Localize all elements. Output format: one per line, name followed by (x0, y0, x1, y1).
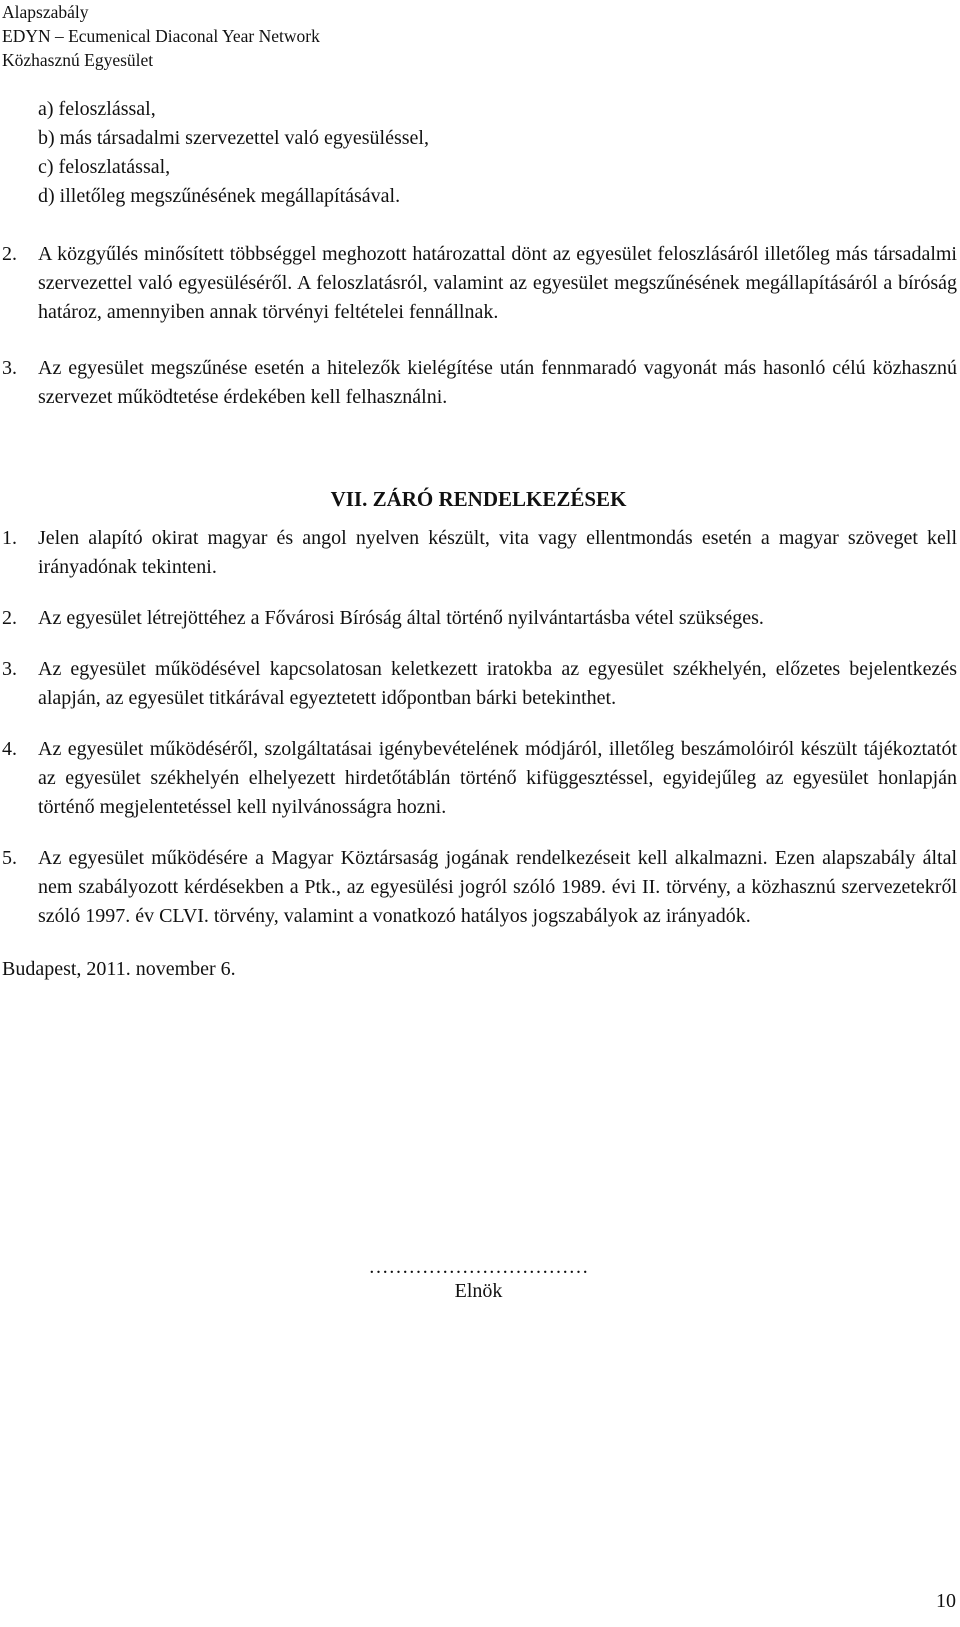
paragraph (0, 354, 957, 412)
page-number: 10 (936, 1590, 956, 1612)
paragraph-number: 3. (2, 357, 17, 379)
paragraph-number: 2. (2, 243, 17, 265)
list-item: b) más társadalmi szervezettel való egyesüléssel, (38, 127, 429, 149)
paragraph-text: Az egyesület létrejöttéhez a Fővárosi Bíróság által történő nyilvántartásba vétel szükséges. (38, 607, 764, 629)
paragraph-number: 4. (2, 738, 17, 760)
list-item: a) feloszlással, (38, 98, 156, 120)
list-item: c) feloszlatással, (38, 156, 171, 178)
paragraph (0, 604, 957, 633)
document-body (0, 95, 957, 984)
paragraph-number: 1. (2, 527, 17, 549)
termination-list (38, 95, 957, 211)
paragraph-text: Az egyesület megszűnése esetén a hitelezők kielégítése után fennmaradó vagyonát más hasonló célú közhasznú szervezet működtetése érdekében kell felhasználni. (38, 357, 957, 408)
paragraph-text: Jelen alapító okirat magyar és angol nyelven készült, vita vagy ellentmondás esetén a magyar szöveget kell irányadónak tekinteni. (38, 527, 957, 578)
signature-line: …………………………… (368, 1256, 589, 1278)
place-and-date: Budapest, 2011. november 6. (2, 958, 236, 980)
paragraph (0, 524, 957, 582)
paragraph (0, 844, 957, 931)
paragraph-number: 5. (2, 847, 17, 869)
paragraph-text: A közgyűlés minősített többséggel meghozott határozattal dönt az egyesület feloszlásáról illetőleg más társadalmi szervezettel való egyesüléséről. A feloszlatásról, valamint az egyesület megszűnésének megállapításáról a bíróság határoz, amennyiben annak törvényi feltételei fennállnak. (38, 243, 957, 323)
header-org-type: Közhasznú Egyesület (2, 50, 154, 70)
header-title: Alapszabály (2, 2, 89, 22)
paragraph-number: 2. (2, 607, 17, 629)
list-item: d) illetőleg megszűnésének megállapításával. (38, 185, 401, 207)
paragraph (0, 735, 957, 822)
paragraph (0, 240, 957, 327)
paragraph-text: Az egyesület működésével kapcsolatosan keletkezett iratokba az egyesület székhelyén, előzetes bejelentkezés alapján, az egyesület titkárával egyeztetett időpontban bárki betekinthet. (38, 658, 957, 709)
paragraph-text: Az egyesület működésére a Magyar Köztársaság jogának rendelkezéseit kell alkalmazni. Ezen alapszabály által nem szabályozott kérdésekben a Ptk., az egyesülési jogról szóló 1989. évi II. törvény, a közhasznú szervezetekről szóló 1997. év CLVI. törvény, valamint a vonatkozó hatályos jogszabályok az irányadók. (38, 847, 957, 927)
signature-title: Elnök (454, 1280, 503, 1302)
paragraph (0, 655, 957, 713)
page-header (2, 0, 320, 72)
paragraph-number: 3. (2, 658, 17, 680)
paragraph-text: Az egyesület működéséről, szolgáltatásai igénybevételének módjáról, illetőleg beszámolóiról készült tájékoztatót az egyesület székhelyén elhelyezett hirdetőtáblán történő kifüggesztéssel, egyidejűleg az egyesület honlapján történő megjelentetéssel kell nyilvánosságra hozni. (38, 738, 957, 818)
section-heading: VII. ZÁRÓ RENDELKEZÉSEK (330, 487, 627, 511)
header-organization: EDYN – Ecumenical Diaconal Year Network (2, 26, 320, 46)
